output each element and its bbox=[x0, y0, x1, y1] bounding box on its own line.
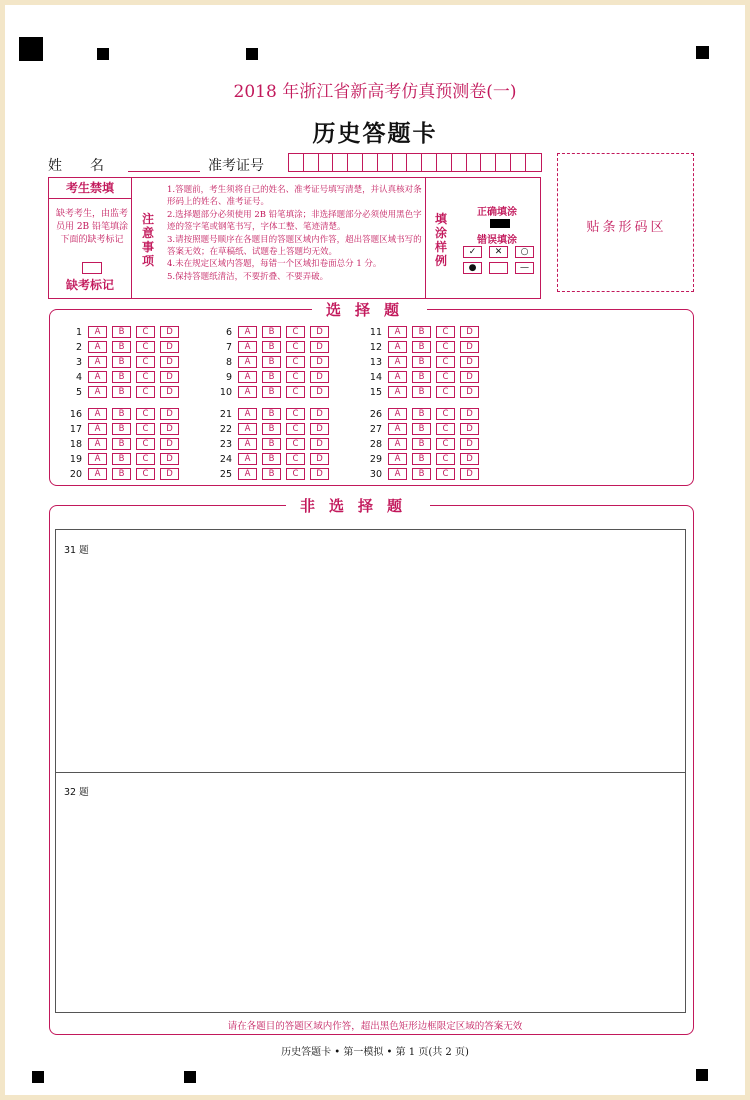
option-a-bubble[interactable]: A bbox=[238, 371, 257, 383]
id-label: 准考证号 bbox=[208, 158, 264, 174]
option-a-bubble[interactable]: A bbox=[388, 386, 407, 398]
absent-heading: 考生禁填 bbox=[49, 178, 131, 199]
option-b-bubble[interactable]: B bbox=[262, 438, 281, 450]
question-number: 9 bbox=[225, 371, 232, 383]
option-c-bubble[interactable]: C bbox=[136, 468, 155, 480]
choice-question-8 bbox=[212, 356, 334, 368]
question-number: 19 bbox=[69, 453, 82, 465]
question-31-label: 31 题 bbox=[64, 545, 89, 556]
wrong-sample-partial bbox=[489, 262, 508, 274]
page-footer: 历史答题卡 • 第一模拟 • 第 1 页(共 2 页) bbox=[281, 1047, 469, 1058]
id-digit-cell[interactable] bbox=[393, 154, 408, 171]
absent-mark-label: 缺考标记 bbox=[65, 278, 114, 292]
option-a-bubble[interactable]: A bbox=[388, 356, 407, 368]
option-b-bubble[interactable]: B bbox=[112, 326, 131, 338]
option-c-bubble[interactable]: C bbox=[136, 356, 155, 368]
question-number: 10 bbox=[219, 386, 232, 398]
option-a-bubble[interactable]: A bbox=[238, 423, 257, 435]
option-c-bubble[interactable]: C bbox=[286, 386, 305, 398]
choice-question-9 bbox=[212, 371, 334, 383]
option-a-bubble[interactable]: A bbox=[388, 453, 407, 465]
option-a-bubble[interactable]: A bbox=[388, 438, 407, 450]
option-a-bubble[interactable]: A bbox=[238, 408, 257, 420]
option-d-bubble[interactable]: D bbox=[160, 423, 179, 435]
option-b-bubble[interactable]: B bbox=[262, 341, 281, 353]
choice-question-13 bbox=[362, 356, 484, 368]
exam-title: 2018 年浙江省新高考仿真预测卷(一) bbox=[233, 82, 517, 102]
question-number: 27 bbox=[369, 423, 382, 435]
question-number: 7 bbox=[225, 341, 232, 353]
answer-frame bbox=[55, 529, 686, 1013]
option-b-bubble[interactable]: B bbox=[262, 453, 281, 465]
option-d-bubble[interactable]: D bbox=[310, 423, 329, 435]
choice-question-14 bbox=[362, 371, 484, 383]
option-b-bubble[interactable]: B bbox=[412, 423, 431, 435]
id-digit-cell[interactable] bbox=[481, 154, 496, 171]
correct-fill-sample bbox=[490, 219, 510, 228]
option-a-bubble[interactable]: A bbox=[238, 468, 257, 480]
option-d-bubble[interactable]: D bbox=[460, 423, 479, 435]
id-digit-cell[interactable] bbox=[289, 154, 304, 171]
option-d-bubble[interactable]: D bbox=[160, 386, 179, 398]
option-a-bubble[interactable]: A bbox=[88, 468, 107, 480]
option-d-bubble[interactable]: D bbox=[310, 326, 329, 338]
barcode-area bbox=[557, 153, 694, 292]
option-c-bubble[interactable]: C bbox=[286, 326, 305, 338]
id-digit-cell[interactable] bbox=[496, 154, 511, 171]
option-b-bubble[interactable]: B bbox=[412, 371, 431, 383]
question-number: 3 bbox=[75, 356, 82, 368]
option-c-bubble[interactable]: C bbox=[136, 326, 155, 338]
option-d-bubble[interactable]: D bbox=[310, 386, 329, 398]
choice-question-18 bbox=[62, 438, 184, 450]
choice-question-15 bbox=[362, 386, 484, 398]
option-d-bubble[interactable]: D bbox=[460, 371, 479, 383]
option-b-bubble[interactable]: B bbox=[112, 371, 131, 383]
corner-mark-top-left bbox=[19, 37, 43, 61]
option-a-bubble[interactable]: A bbox=[238, 453, 257, 465]
exam-id-grid[interactable] bbox=[288, 153, 542, 172]
question-number: 13 bbox=[369, 356, 382, 368]
option-a-bubble[interactable]: A bbox=[238, 341, 257, 353]
option-d-bubble[interactable]: D bbox=[460, 356, 479, 368]
option-a-bubble[interactable]: A bbox=[88, 326, 107, 338]
option-b-bubble[interactable]: B bbox=[262, 356, 281, 368]
option-c-bubble[interactable]: C bbox=[436, 438, 455, 450]
question-number: 14 bbox=[369, 371, 382, 383]
question-number: 8 bbox=[225, 356, 232, 368]
option-b-bubble[interactable]: B bbox=[112, 453, 131, 465]
option-c-bubble[interactable]: C bbox=[286, 468, 305, 480]
choice-question-5 bbox=[62, 386, 184, 398]
option-d-bubble[interactable]: D bbox=[310, 438, 329, 450]
id-digit-cell[interactable] bbox=[526, 154, 541, 171]
absent-mark-box[interactable] bbox=[82, 262, 102, 274]
option-d-bubble[interactable]: D bbox=[460, 438, 479, 450]
option-b-bubble[interactable]: B bbox=[112, 438, 131, 450]
option-a-bubble[interactable]: A bbox=[388, 341, 407, 353]
option-c-bubble[interactable]: C bbox=[286, 453, 305, 465]
id-digit-cell[interactable] bbox=[407, 154, 422, 171]
choice-question-16 bbox=[62, 408, 184, 420]
question-number: 18 bbox=[69, 438, 82, 450]
option-a-bubble[interactable]: A bbox=[88, 341, 107, 353]
notes-list bbox=[167, 184, 429, 283]
fill-sample-heading: 填 涂 样 例 bbox=[434, 212, 447, 268]
id-digit-cell[interactable] bbox=[437, 154, 452, 171]
option-d-bubble[interactable]: D bbox=[160, 326, 179, 338]
question-number: 6 bbox=[225, 326, 232, 338]
option-a-bubble[interactable]: A bbox=[388, 408, 407, 420]
question-number: 4 bbox=[75, 371, 82, 383]
bottom-note: 请在各题目的答题区域内作答，超出黑色矩形边框限定区域的答案无效 bbox=[227, 1021, 523, 1032]
option-c-bubble[interactable]: C bbox=[436, 371, 455, 383]
note-item: 2.选择题部分必须使用 2B 铅笔填涂；非选择题部分必须使用黑色字迹的签字笔或钢笔书写，字体工整、笔迹清楚。 bbox=[167, 209, 422, 233]
option-d-bubble[interactable]: D bbox=[160, 356, 179, 368]
option-b-bubble[interactable]: B bbox=[262, 468, 281, 480]
card-title: 历史答题卡 bbox=[312, 120, 438, 147]
position-mark bbox=[696, 46, 709, 59]
choice-question-6 bbox=[212, 326, 334, 338]
choice-question-12 bbox=[362, 341, 484, 353]
choice-question-11 bbox=[362, 326, 484, 338]
id-digit-cell[interactable] bbox=[511, 154, 526, 171]
note-item: 3.请按照题号顺序在各题目的答题区域内作答，超出答题区域书写的答案无效；在草稿纸、试题卷上答题均无效。 bbox=[167, 234, 422, 258]
option-c-bubble[interactable]: C bbox=[436, 453, 455, 465]
id-digit-cell[interactable] bbox=[363, 154, 378, 171]
question-32-label: 32 题 bbox=[64, 787, 89, 798]
option-b-bubble[interactable]: B bbox=[412, 468, 431, 480]
option-a-bubble[interactable]: A bbox=[238, 356, 257, 368]
option-d-bubble[interactable]: D bbox=[160, 371, 179, 383]
option-d-bubble[interactable]: D bbox=[310, 371, 329, 383]
option-b-bubble[interactable]: B bbox=[262, 326, 281, 338]
question-number: 1 bbox=[75, 326, 82, 338]
question-number: 15 bbox=[369, 386, 382, 398]
choice-question-10 bbox=[212, 386, 334, 398]
option-a-bubble[interactable]: A bbox=[238, 326, 257, 338]
option-a-bubble[interactable]: A bbox=[88, 423, 107, 435]
choice-question-7 bbox=[212, 341, 334, 353]
barcode-label: 贴条形码区 bbox=[586, 220, 667, 235]
option-c-bubble[interactable]: C bbox=[436, 341, 455, 353]
note-item: 1.答题前，考生须将自己的姓名、准考证号填写清楚，并认真核对条形码上的姓名、准考证号。 bbox=[167, 185, 422, 208]
option-b-bubble[interactable]: B bbox=[112, 341, 131, 353]
position-mark bbox=[32, 1071, 44, 1083]
option-d-bubble[interactable]: D bbox=[460, 386, 479, 398]
notes-heading: 注 意 事 项 bbox=[141, 212, 154, 268]
choice-section-title: 选择题 bbox=[312, 299, 427, 320]
question-number: 21 bbox=[219, 408, 232, 420]
option-b-bubble[interactable]: B bbox=[412, 356, 431, 368]
choice-question-2 bbox=[62, 341, 184, 353]
id-digit-cell[interactable] bbox=[319, 154, 334, 171]
option-c-bubble[interactable]: C bbox=[286, 423, 305, 435]
option-b-bubble[interactable]: B bbox=[112, 408, 131, 420]
option-d-bubble[interactable]: D bbox=[460, 326, 479, 338]
option-c-bubble[interactable]: C bbox=[136, 453, 155, 465]
option-d-bubble[interactable]: D bbox=[310, 468, 329, 480]
option-a-bubble[interactable]: A bbox=[238, 386, 257, 398]
choice-question-25 bbox=[212, 468, 334, 480]
option-b-bubble[interactable]: B bbox=[412, 326, 431, 338]
choice-question-17 bbox=[62, 423, 184, 435]
option-d-bubble[interactable]: D bbox=[310, 408, 329, 420]
choice-question-23 bbox=[212, 438, 334, 450]
option-d-bubble[interactable]: D bbox=[160, 408, 179, 420]
option-b-bubble[interactable]: B bbox=[412, 408, 431, 420]
choice-question-21 bbox=[212, 408, 334, 420]
name-label: 姓 名 bbox=[48, 158, 104, 174]
option-b-bubble[interactable]: B bbox=[262, 386, 281, 398]
question-32-answer-area[interactable] bbox=[56, 773, 685, 1012]
question-number: 25 bbox=[219, 468, 232, 480]
question-number: 2 bbox=[75, 341, 82, 353]
choice-question-29 bbox=[362, 453, 484, 465]
question-number: 17 bbox=[69, 423, 82, 435]
question-number: 16 bbox=[69, 408, 82, 420]
id-digit-cell[interactable] bbox=[304, 154, 319, 171]
option-d-bubble[interactable]: D bbox=[160, 468, 179, 480]
option-c-bubble[interactable]: C bbox=[436, 408, 455, 420]
option-b-bubble[interactable]: B bbox=[412, 386, 431, 398]
choice-question-4 bbox=[62, 371, 184, 383]
option-b-bubble[interactable]: B bbox=[262, 423, 281, 435]
option-c-bubble[interactable]: C bbox=[436, 326, 455, 338]
choice-question-1 bbox=[62, 326, 184, 338]
absent-instructions: 缺考考生，由监考员用 2B 铅笔填涂下面的缺考标记 bbox=[55, 209, 129, 245]
question-31-answer-area[interactable] bbox=[56, 530, 685, 772]
note-item: 5.保持答题纸清洁，不要折叠、不要弄破。 bbox=[167, 271, 329, 282]
correct-fill-label: 正确填涂 bbox=[477, 207, 517, 218]
option-b-bubble[interactable]: B bbox=[112, 423, 131, 435]
question-number: 11 bbox=[369, 326, 382, 338]
position-mark bbox=[246, 48, 258, 60]
name-field[interactable] bbox=[128, 171, 200, 172]
position-mark bbox=[696, 1069, 708, 1081]
option-a-bubble[interactable]: A bbox=[388, 326, 407, 338]
option-a-bubble[interactable]: A bbox=[88, 408, 107, 420]
option-c-bubble[interactable]: C bbox=[136, 341, 155, 353]
option-a-bubble[interactable]: A bbox=[88, 453, 107, 465]
option-c-bubble[interactable]: C bbox=[436, 386, 455, 398]
choice-question-28 bbox=[362, 438, 484, 450]
option-b-bubble[interactable]: B bbox=[262, 371, 281, 383]
choice-question-30 bbox=[362, 468, 484, 480]
id-digit-cell[interactable] bbox=[333, 154, 348, 171]
question-number: 12 bbox=[369, 341, 382, 353]
option-c-bubble[interactable]: C bbox=[136, 386, 155, 398]
option-a-bubble[interactable]: A bbox=[88, 356, 107, 368]
question-number: 28 bbox=[369, 438, 382, 450]
id-digit-cell[interactable] bbox=[467, 154, 482, 171]
option-b-bubble[interactable]: B bbox=[412, 438, 431, 450]
option-a-bubble[interactable]: A bbox=[388, 371, 407, 383]
choice-section bbox=[49, 301, 694, 486]
id-digit-cell[interactable] bbox=[452, 154, 467, 171]
option-a-bubble[interactable]: A bbox=[388, 423, 407, 435]
option-d-bubble[interactable]: D bbox=[160, 453, 179, 465]
question-number: 22 bbox=[219, 423, 232, 435]
id-digit-cell[interactable] bbox=[348, 154, 363, 171]
option-d-bubble[interactable]: D bbox=[160, 341, 179, 353]
question-number: 5 bbox=[75, 386, 82, 398]
choice-question-27 bbox=[362, 423, 484, 435]
wrong-sample-line: — bbox=[515, 262, 534, 274]
option-d-bubble[interactable]: D bbox=[310, 356, 329, 368]
option-c-bubble[interactable]: C bbox=[286, 438, 305, 450]
question-number: 29 bbox=[369, 453, 382, 465]
instructions-box bbox=[48, 177, 541, 299]
wrong-sample-cross: ✕ bbox=[489, 246, 508, 258]
question-number: 20 bbox=[69, 468, 82, 480]
option-c-bubble[interactable]: C bbox=[136, 423, 155, 435]
question-number: 24 bbox=[219, 453, 232, 465]
option-d-bubble[interactable]: D bbox=[460, 408, 479, 420]
question-number: 23 bbox=[219, 438, 232, 450]
option-a-bubble[interactable]: A bbox=[88, 438, 107, 450]
option-b-bubble[interactable]: B bbox=[412, 341, 431, 353]
option-b-bubble[interactable]: B bbox=[262, 408, 281, 420]
option-c-bubble[interactable]: C bbox=[286, 356, 305, 368]
choice-question-19 bbox=[62, 453, 184, 465]
id-digit-cell[interactable] bbox=[378, 154, 393, 171]
option-c-bubble[interactable]: C bbox=[436, 468, 455, 480]
position-mark bbox=[184, 1071, 196, 1083]
option-a-bubble[interactable]: A bbox=[88, 386, 107, 398]
option-c-bubble[interactable]: C bbox=[136, 408, 155, 420]
nonchoice-section-title: 非选择题 bbox=[286, 495, 430, 516]
position-mark bbox=[97, 48, 109, 60]
option-d-bubble[interactable]: D bbox=[160, 438, 179, 450]
option-d-bubble[interactable]: D bbox=[460, 453, 479, 465]
option-c-bubble[interactable]: C bbox=[436, 423, 455, 435]
option-b-bubble[interactable]: B bbox=[112, 356, 131, 368]
note-item: 4.未在规定区域内答题，每错一个区域扣卷面总分 1 分。 bbox=[167, 259, 382, 270]
wrong-sample-dot: ● bbox=[463, 262, 482, 274]
option-b-bubble[interactable]: B bbox=[112, 468, 131, 480]
option-d-bubble[interactable]: D bbox=[460, 341, 479, 353]
question-number: 26 bbox=[369, 408, 382, 420]
wrong-sample-circle: ○ bbox=[515, 246, 534, 258]
option-c-bubble[interactable]: C bbox=[436, 356, 455, 368]
option-b-bubble[interactable]: B bbox=[412, 453, 431, 465]
option-d-bubble[interactable]: D bbox=[460, 468, 479, 480]
option-a-bubble[interactable]: A bbox=[388, 468, 407, 480]
option-c-bubble[interactable]: C bbox=[286, 341, 305, 353]
question-number: 30 bbox=[369, 468, 382, 480]
choice-question-3 bbox=[62, 356, 184, 368]
wrong-sample-check: ✓ bbox=[463, 246, 482, 258]
option-a-bubble[interactable]: A bbox=[238, 438, 257, 450]
choice-question-22 bbox=[212, 423, 334, 435]
answer-sheet bbox=[5, 5, 745, 1095]
choice-question-24 bbox=[212, 453, 334, 465]
option-d-bubble[interactable]: D bbox=[310, 453, 329, 465]
option-c-bubble[interactable]: C bbox=[136, 438, 155, 450]
option-c-bubble[interactable]: C bbox=[286, 408, 305, 420]
option-c-bubble[interactable]: C bbox=[136, 371, 155, 383]
choice-question-26 bbox=[362, 408, 484, 420]
option-a-bubble[interactable]: A bbox=[88, 371, 107, 383]
option-d-bubble[interactable]: D bbox=[310, 341, 329, 353]
wrong-fill-label: 错误填涂 bbox=[477, 235, 517, 246]
option-b-bubble[interactable]: B bbox=[112, 386, 131, 398]
id-digit-cell[interactable] bbox=[422, 154, 437, 171]
choice-question-20 bbox=[62, 468, 184, 480]
option-c-bubble[interactable]: C bbox=[286, 371, 305, 383]
